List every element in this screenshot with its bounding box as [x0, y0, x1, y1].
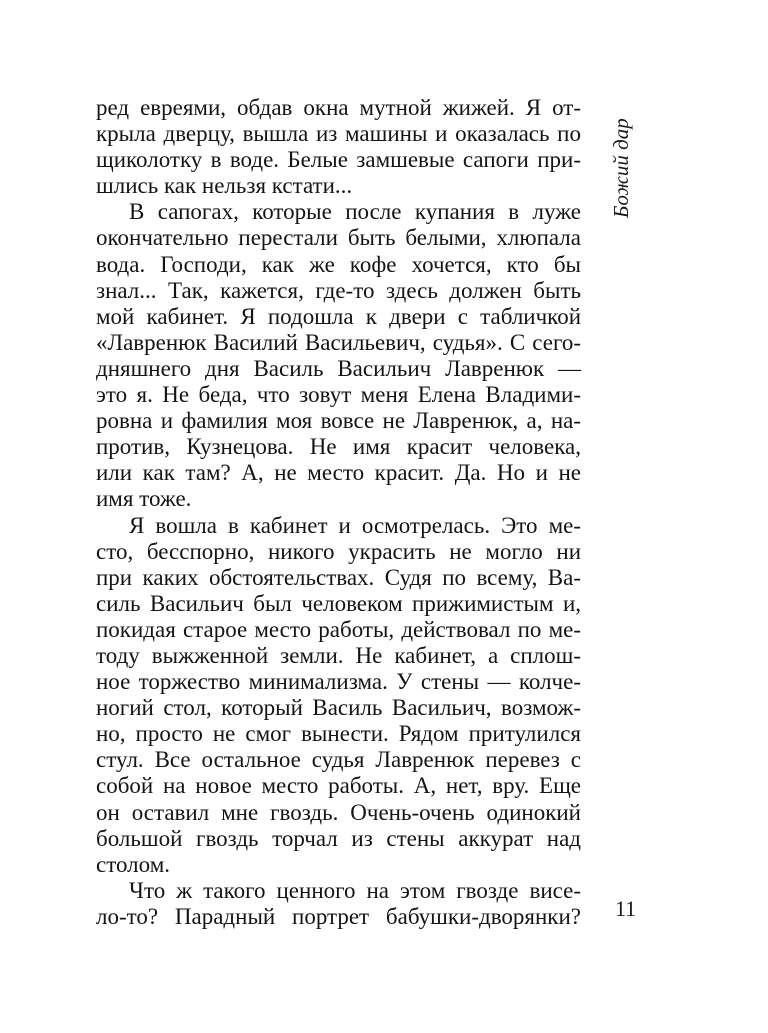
text-line: имя тоже. [96, 486, 192, 512]
text-line: силь Васильич был человеком прижимистым и, [96, 590, 581, 616]
text-line: он оставил мне гвоздь. Очень-очень одинокий [96, 799, 581, 825]
text-line: ред евреями, обдав окна мутной жижей. Я от- [96, 95, 581, 120]
text-line: щиколотку в воде. Белые замшевые сапоги при- [96, 147, 581, 173]
text-line: В сапогах, которые после купания в луже [129, 199, 581, 225]
body-text [96, 95, 581, 930]
text-line: стул. Все остальное судья Лавренюк перевез с [96, 747, 581, 773]
text-line: столом. [96, 851, 170, 877]
text-line: сто, бесспорно, никого украсить не могло ни [96, 538, 581, 564]
text-line: «Лавренюк Василий Васильевич, судья». С сего- [96, 329, 581, 355]
text-line: дняшнего дня Василь Васильич Лавренюк — [96, 355, 581, 381]
text-line: Я вошла в кабинет и осмотрелась. Это ме- [129, 512, 581, 538]
page-number: 11 [615, 896, 637, 921]
text-line: ло-то? Парадный портрет бабушки-дворянки? [96, 903, 581, 929]
text-line: против, Кузнецова. Не имя красит человека, [96, 434, 581, 460]
text-line: или как там? А, не место красит. Да. Но и не [96, 460, 581, 486]
text-line: но, просто не смог вынести. Рядом притулился [96, 721, 581, 747]
running-head: Божий дар [609, 118, 633, 218]
text-line: ровна и фамилия моя вовсе не Лавренюк, а, на- [96, 408, 581, 434]
text-line: при каких обстоятельствах. Судя по всему, Ва- [96, 564, 581, 590]
text-line: ногий стол, который Василь Васильич, возмож- [96, 695, 581, 721]
text-line: Что ж такого ценного на этом гвозде висе- [129, 877, 581, 903]
text-line: это я. Не беда, что зовут меня Елена Владими- [96, 382, 581, 408]
text-line: тоду выжженной земли. Не кабинет, а сплош- [96, 642, 581, 668]
text-line: вода. Господи, как же кофе хочется, кто бы [96, 251, 581, 277]
text-line: шлись как нельзя кстати... [96, 173, 353, 199]
text-line: крыла дверцу, вышла из машины и оказалась по [96, 121, 581, 147]
text-line: ное торжество минимализма. У стены — колче- [96, 669, 581, 695]
text-line: покидая старое место работы, действовал по ме- [96, 616, 581, 642]
text-line: большой гвоздь торчал из стены аккурат над [96, 825, 581, 851]
text-line: окончательно перестали быть белыми, хлюпала [96, 225, 581, 251]
text-line: собой на новое место работы. А, нет, вру. Еще [96, 773, 581, 799]
text-line: мой кабинет. Я подошла к двери с табличкой [96, 303, 581, 329]
text-line: знал... Так, кажется, где-то здесь должен быть [96, 277, 581, 303]
